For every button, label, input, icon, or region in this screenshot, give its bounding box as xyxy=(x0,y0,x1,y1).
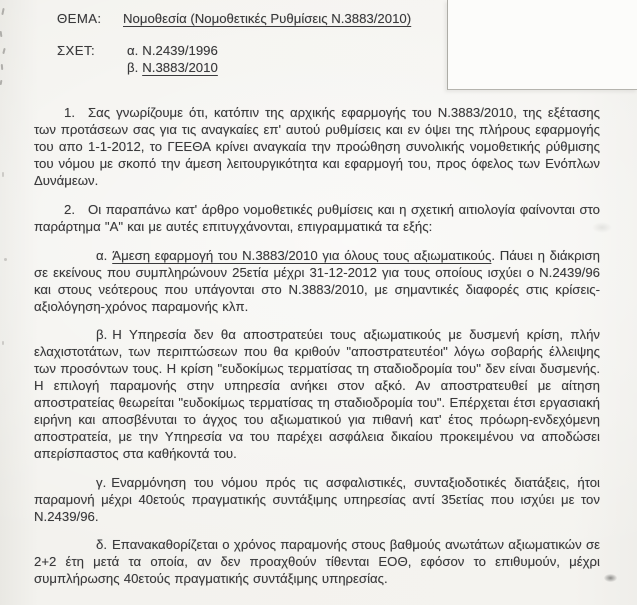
paragraph-text: Οι παραπάνω κατ' άρθρο νομοθετικές ρυθμίσεις και η σχετική αιτιολογία φαίνονται στο παράρτημα "Α" και με αυτές επιτυγχάνονται, επιγραμματικά τα εξής: xyxy=(34,202,600,234)
reference-item-a xyxy=(127,42,218,59)
reference-prefix: β. xyxy=(127,60,139,75)
subject-text: Νομοθεσία (Νομοθετικές Ρυθμίσεις Ν.3883/2010) xyxy=(123,11,412,26)
reference-text: Ν.2439/1996 xyxy=(142,43,218,58)
underlined-lead: Άμεση εφαρμογή του Ν.3883/2010 για όλους τους αξιωματικούς xyxy=(112,248,492,263)
paragraph-number: δ. xyxy=(96,537,108,552)
paragraph-1 xyxy=(34,104,600,189)
subparagraph-gamma xyxy=(34,474,600,525)
subparagraph-alpha xyxy=(34,247,600,315)
paragraph-number: 2. xyxy=(64,202,75,217)
paragraph-number: 1. xyxy=(64,105,75,120)
subject-label: ΘΕΜΑ: xyxy=(57,11,102,26)
reference-text: Ν.3883/2010 xyxy=(142,60,218,75)
references-row xyxy=(57,42,600,76)
paragraph-text: Επανακαθορίζεται ο χρόνος παραμονής στους βαθμούς ανωτάτων αξιωματικών σε 2+2 έτη μετά τα οποία, αν δεν προαχθούν τίθενται ΕΟΘ, εφόσον το επιθυμούν, μέχρι συμπλήρωσης 40ετούς πραγματικής συντάξιμης υπηρεσίας. xyxy=(34,537,600,586)
paragraph-text: Η Υπηρεσία δεν θα αποστρατεύει τους αξιωματικούς με δυσμενή κρίση, πλήν ελαχιστοτάτων, των περιπτώσεων που θα κριθούν "αποστρατευτέοι" λόγω σοβαρής έλλειψης των προσόντων τους. Η κρίση "ευδοκίμως τερματίσας τη σταδιοδρομία του" δεν είναι δυσμενής. Η επιλογή παραμονής στην υπηρεσία ανήκει στον αξκό. Αν αποστρατευθεί με αίτηση αποστρατείας θεωρείται "ευδοκίμως τερματίσας τη σταδιοδρομία του". Επέρχεται έτσι εργασιακή ειρήνη και αποσβένυται το άγχος του αξιωματικού για πιθανή κατ' έτος πρόωρη-ενδεχόμενη αποστρατεία, με την Υπηρεσία να του παρέχει ασφάλεια δικαίου προκειμένου να αποδώσει απερίσπαστος στα καθήκοντά του. xyxy=(34,327,600,461)
paragraph-number: α. xyxy=(96,248,108,263)
references-list xyxy=(127,42,218,76)
reference-prefix: α. xyxy=(127,43,139,58)
reference-item-b xyxy=(127,59,218,76)
subparagraph-delta xyxy=(34,536,600,587)
references-label: ΣΧΕΤ: xyxy=(57,43,96,58)
paragraph-number: β. xyxy=(96,327,108,342)
subparagraph-beta xyxy=(34,326,600,462)
paragraph-text: Εναρμόνηση του νόμου πρός τις ασφαλιστικές, συνταξιοδοτικές διατάξεις, ήτοι παραμονή μέχρι 40ετούς πραγματικής συντάξιμης υπηρεσίας αντί 35ετίας που ισχύει με τον Ν.2439/96. xyxy=(34,475,600,524)
paragraph-number: γ. xyxy=(96,475,107,490)
paragraph-text: . Πάυει η διάκριση σε εκείνους που συμπληρώνουν 25ετία μέχρι 31-12-2012 για τους οποίους ισχύει ο Ν.2439/96 και στους νεότερους που υπάγονται στο Ν.3883/2010, με σημαντικές διαφορές στις κρίσεις-αξιολόγηση-χρόνος παραμονής κλπ. xyxy=(34,248,600,314)
paragraph-text: Σας γνωρίζουμε ότι, κατόπιν της αρχικής εφαρμογής του Ν.3883/2010, της εξέτασης των προτάσεων σας για τις αναγκαίες επ' αυτού ρυθμίσεις και εν όψει της πλήρους εφαρμογής του απο 1-1-2012, το ΓΕΕΘΑ κρίνει αναγκαία την προώθηση συνολικής νομοθετικής ρύθμισης του νόμου με σκοπό την άμεση λειτουργικότητα και εφαρμογή του, προς όφελος των Ενόπλων Δυνάμεων. xyxy=(34,105,600,188)
subject-row xyxy=(57,10,600,27)
paragraph-2 xyxy=(34,201,600,235)
